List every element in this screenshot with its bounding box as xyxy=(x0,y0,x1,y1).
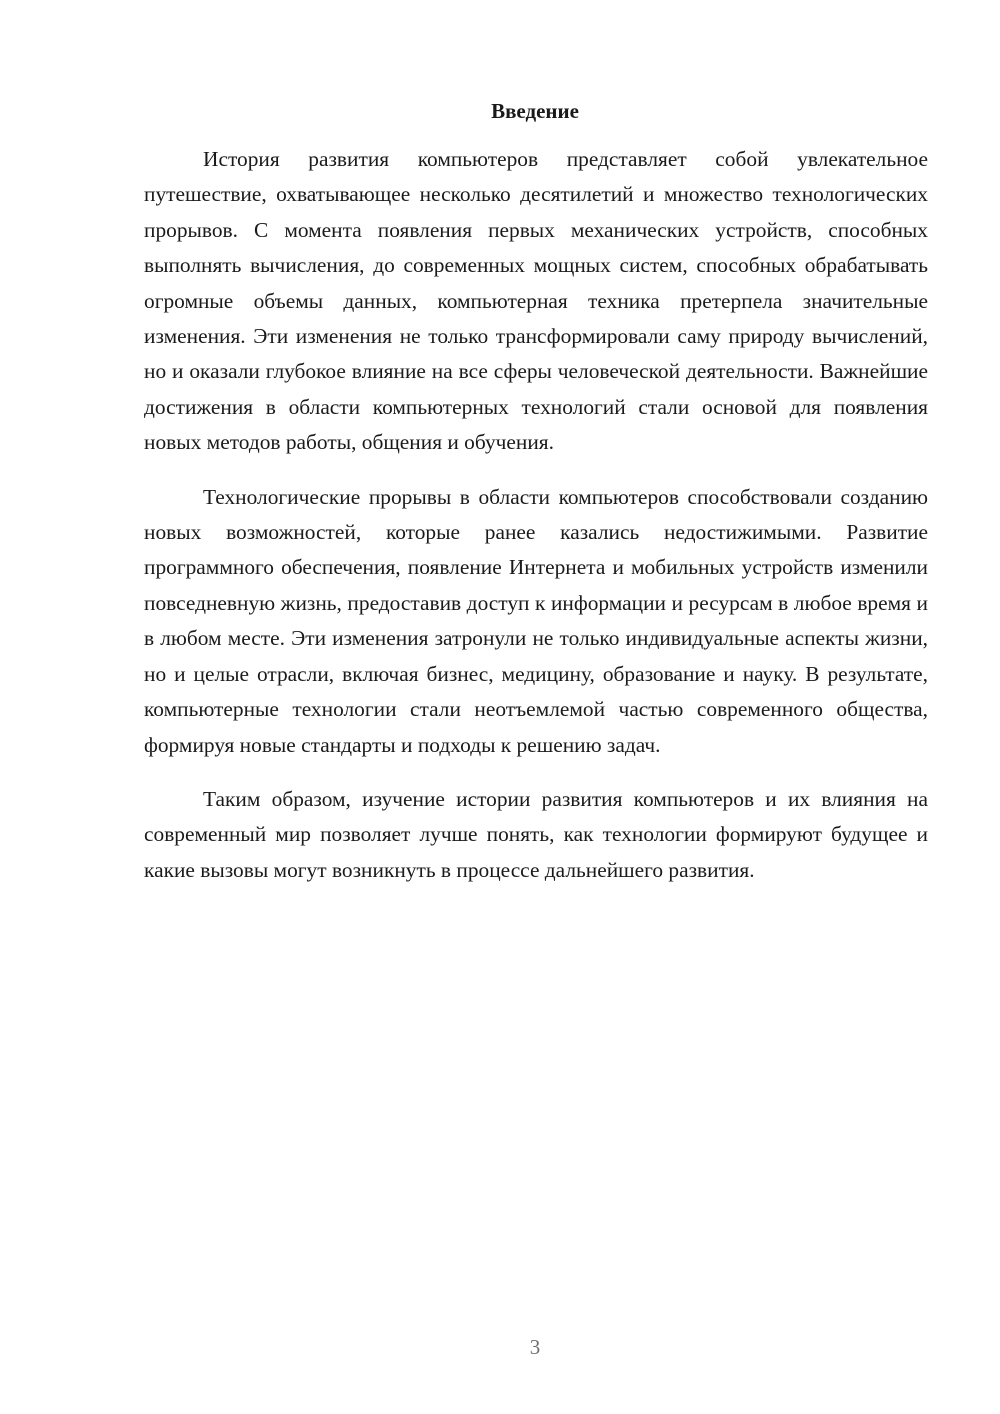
paragraph-1: История развития компьютеров представляет собой увлекательное путешествие, охватывающее несколько десятилетий и множество технологических прорывов. С момента появления первых механических устройств, способных выполнять вычисления, до современных мощных систем, способных обрабатывать огромные объемы данных, компьютерная техника претерпела значительные изменения. Эти изменения не только трансформировали саму природу вычислений, но и оказали глубокое влияние на все сферы человеческой деятельности. Важнейшие достижения в области компьютерных технологий стали основой для появления новых методов работы, общения и обучения. xyxy=(144,147,928,455)
page-number: 3 xyxy=(529,1335,541,1359)
body-text xyxy=(144,142,928,888)
section-heading: Введение xyxy=(491,99,579,123)
paragraph-2: Технологические прорывы в области компьютеров способствовали созданию новых возможностей, которые ранее казались недостижимыми. Развитие программного обеспечения, появление Интернета и мобильных устройств изменили повседневную жизнь, предоставив доступ к информации и ресурсам в любое время и в любом месте. Эти изменения затронули не только индивидуальные аспекты жизни, но и целые отрасли, включая бизнес, медицину, образование и науку. В результате, компьютерные технологии стали неотъемлемой частью современного общества, формируя новые стандарты и подходы к решению задач. xyxy=(144,484,928,757)
paragraph-3: Таким образом, изучение истории развития компьютеров и их влияния на современный мир позволяет лучше понять, как технологии формируют будущее и какие вызовы могут возникнуть в процессе дальнейшего развития. xyxy=(144,786,928,882)
